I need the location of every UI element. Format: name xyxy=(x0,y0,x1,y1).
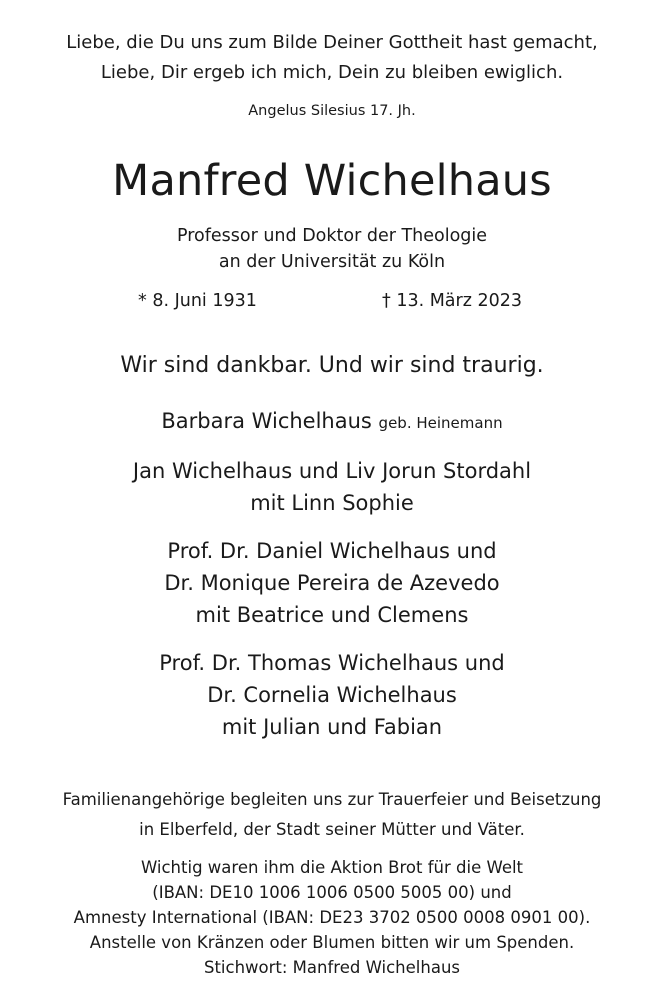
mourner-family-3 xyxy=(0,647,664,743)
mourner-spouse xyxy=(0,405,664,439)
donation-line-4: Anstelle von Kränzen oder Blumen bitten wir um Spenden. xyxy=(89,933,575,952)
mourner-family-2 xyxy=(0,535,664,631)
donation-info xyxy=(0,855,664,980)
title-line-1: Professor und Doktor der Theologie xyxy=(176,226,488,246)
donation-line-5: Stichwort: Manfred Wichelhaus xyxy=(203,958,461,977)
funeral-info xyxy=(0,785,664,845)
birth-date: * 8. Juni 1931 xyxy=(138,291,257,311)
family-2-line-3: mit Beatrice und Clemens xyxy=(195,603,469,627)
death-date: † 13. März 2023 xyxy=(382,291,523,311)
funeral-line-2: in Elberfeld, der Stadt seiner Mütter und Väter. xyxy=(139,820,525,839)
donation-line-3: Amnesty International (IBAN: DE23 3702 0500 0008 0901 00). xyxy=(73,908,591,927)
quote-line-2: Liebe, Dir ergeb ich mich, Dein zu bleiben ewiglich. xyxy=(100,62,564,83)
family-statement: Wir sind dankbar. Und wir sind traurig. xyxy=(120,353,544,378)
family-2-line-2: Dr. Monique Pereira de Azevedo xyxy=(164,571,500,595)
deceased-title xyxy=(0,223,664,275)
mourner-family-1 xyxy=(0,455,664,519)
quote-line-1: Liebe, die Du uns zum Bilde Deiner Gottheit hast gemacht, xyxy=(66,32,598,53)
spouse-name: Barbara Wichelhaus xyxy=(161,409,372,433)
family-2-line-1: Prof. Dr. Daniel Wichelhaus und xyxy=(167,539,497,563)
spouse-birthname: geb. Heinemann xyxy=(378,414,503,432)
opening-quote xyxy=(0,28,664,88)
donation-line-1: Wichtig waren ihm die Aktion Brot für die Welt xyxy=(140,858,524,877)
family-1-line-2: mit Linn Sophie xyxy=(250,491,414,515)
family-3-line-1: Prof. Dr. Thomas Wichelhaus und xyxy=(159,651,505,675)
title-line-2: an der Universität zu Köln xyxy=(218,252,446,272)
mourners-list xyxy=(0,405,664,759)
family-1-line-1: Jan Wichelhaus und Liv Jorun Stordahl xyxy=(132,459,532,483)
quote-author: Angelus Silesius 17. Jh. xyxy=(248,103,416,119)
family-3-line-3: mit Julian und Fabian xyxy=(221,715,443,739)
funeral-line-1: Familienangehörige begleiten uns zur Trauerfeier und Beisetzung xyxy=(62,790,602,809)
donation-line-2: (IBAN: DE10 1006 1006 0500 5005 00) und xyxy=(152,883,512,902)
family-3-line-2: Dr. Cornelia Wichelhaus xyxy=(207,683,457,707)
deceased-name: Manfred Wichelhaus xyxy=(112,156,552,206)
